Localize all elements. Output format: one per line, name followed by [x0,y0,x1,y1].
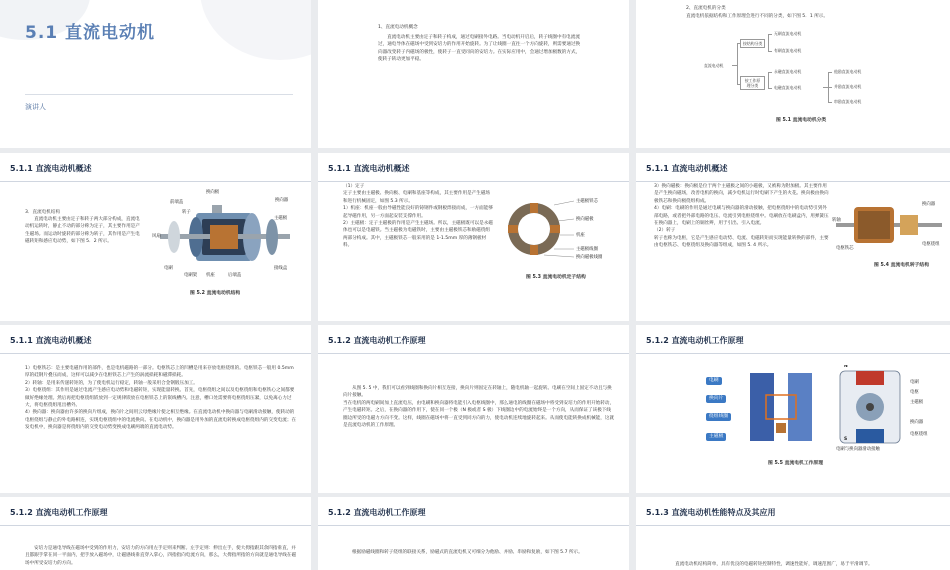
slide-working-principle-2[interactable] [636,325,950,493]
legend-pill: 换向片 [706,395,726,403]
tree-root: 直流电动机 [704,63,724,68]
figure-label: 换向器 [922,202,936,207]
figure-label: 机座 [206,273,215,278]
figure-label: 主磁极铁芯 [576,199,598,204]
tree-leaf: 电磁直流电动机 [774,85,802,90]
figure-label: 主磁极 [910,400,924,405]
figure-label: 换向器 [910,420,924,425]
figure-label: 电刷架 [184,273,198,278]
tree-leaf: 永磁直流电动机 [774,69,802,74]
figure-label: 风扇 [152,234,161,239]
figure-caption: 图 5.4 直流电机转子结构 [874,263,930,268]
figure-label: 换向磁极线圈 [576,255,603,260]
motor-exploded-figure [150,187,300,287]
cover-title: 5.1 直流电动机 [25,23,156,43]
principle-diagram-right [834,365,906,449]
legend-pill: 绕组线圈 [706,413,731,421]
slide-title: 5.1.2 直流电动机工作原理 [328,336,426,345]
slide-cover[interactable] [0,0,311,148]
body-text: 根据励磁线圈和转子绕组的联接关系，励磁式的直流电机又可细分为他励、并励、串励和复励，如下图 5.7 所示。 [352,550,583,555]
slide-excitation-types[interactable] [318,497,629,570]
tree-leaf: 串励直流电动机 [834,99,862,104]
tree-leaf: 他励直流电动机 [834,69,862,74]
slide-performance[interactable] [636,497,950,570]
principle-diagram-left [736,367,826,447]
title-divider [0,353,311,354]
section-heading: 2、直流电机的分类 [686,6,726,11]
figure-label: 换向极 [206,190,220,195]
tree-leaf: 有刷直流电动机 [774,48,802,53]
title-divider [636,353,950,354]
title-divider [636,181,950,182]
slide-title: 5.1.1 直流电动机概述 [10,336,92,345]
slide-title: 5.1.2 直流电动机工作原理 [328,508,426,517]
body-text: 直流电机依据结构和工作原理会进行不同的分类，如下图 5．1 所示。 [686,14,828,19]
slide-title: 5.1.1 直流电动机概述 [646,164,728,173]
rotor-figure [832,193,946,259]
slide-title: 5.1.2 直流电动机工作原理 [10,508,108,517]
figure-label: 转轴 [832,218,841,223]
figure-caption: 图 5.2 直流电动机结构 [190,291,241,296]
body-text: 安培力是通电导线在磁场中受到的作用力，安培力的方向用左手定则来判断。左手定则：伸出左手，使大拇指跟其余四指垂直，并且都跟手掌在同一平面内，把手放入磁场中，让磁感线垂直穿入掌心，四指指向电流方向，那么，大拇指所指的方向就是通电导线在磁场中所受安培力的方向。 [25,546,297,566]
decor-shape [200,0,311,60]
figure-label: S [844,437,848,442]
figure-label: 换向器 [275,198,289,203]
figure-label: 电刷 [164,266,173,271]
body-text: 3）换向磁极：换向极是位于两个主磁极之间的小磁极，又被称为附加极。其主要作用是产生换向磁场，改善电机的换向，减少电机运行时电刷下产生的火花。换向极由换向极铁芯和换向极绕组构成。 4）电刷：电刷的作用是通过电刷与换向器的滑动接触，把电枢绕组中的电动势引到外部电路，或者把外部电路的电压、电流引到电枢绕组中。电刷放在电刷盒内，用弹簧压在换向器上，电刷上的铜丝辫，用于引出、引入电流。 （2）转子 转子也称为电枢，它是产生感应电动势、电流、电磁转矩而实现能量转换的部件，主要由电枢铁芯、电枢绕组及换向器等组成，如图 5. 4 所示。 [654,184,829,249]
figure-caption: 图 5.1 直流电动机分类 [776,118,827,123]
title-divider [0,525,311,526]
tree-leaf: 无刷直流电动机 [774,31,802,36]
figure-label: 电刷与换向器滑动接触 [836,447,880,452]
figure-label: 电枢铁芯 [836,246,854,251]
title-divider [636,525,950,526]
title-divider [318,181,629,182]
figure-label: 转子 [182,210,191,215]
title-divider [0,181,311,182]
slide-rotor-parts[interactable] [0,325,311,493]
title-divider [318,525,629,526]
slide-title: 5.1.2 直流电动机工作原理 [646,336,744,345]
slide-motor-structure[interactable] [0,153,311,321]
body-text: 1）电枢铁芯：是主要电磁作用的部件，也是电机磁路的一部分。电枢铁芯上的凹槽是用来存放电枢绕组的。电枢铁芯一般用 0.5mm 厚的硅钢片叠压而成，这样可以减少在电枢铁芯上产生的涡流损耗和磁滞损耗。 2）转轴：是用来传递转矩的，为了使电机运行稳定，转轴一般采用合金钢锻压加工。 3）电枢绕组：其作用是通过电流产生感应电动势和电磁转矩，实现能量转换。首先，电枢绕组之间以及电枢绕组和电枢铁心之间都要做好绝缘处理。然后再把电枢绕组嵌放到一定规律嵌放在电枢铁芯上的嵌线槽内。注意，槽口处需要将电枢绕组压紧，以免离心力过大，将电枢绕组甩出槽外。 4）换向器：换向器由许多的换向片组成，换向片之间用云母绝缘片使之相互绝缘。在直流电动机中换向器与电刷滑动接触，使转动的电枢绕组与静止的外电路相连，实现电枢绕组中的电流换向。在电动机中，换向器是用外加的直流电转换成电枢绕组内的交变电流；在发电机中，换向器是将绕组内的交变电动势变换成电刷两端的直流电动势。 [25,366,297,431]
figure-label: 电枢 [910,390,919,395]
slide-title: 5.1.1 直流电动机概述 [10,164,92,173]
slide-title: 5.1.3 直流电动机性能特点及其应用 [646,508,776,517]
figure-label: 机座 [576,233,585,238]
figure-label: 电枢绕组 [910,432,928,437]
slide-motor-classification[interactable] [636,0,950,148]
body-text: 从图 5. 5 中，我们可以看到线圈和换向片相互连接，换向片则固定在转轴上，随电机轴一起旋转。电刷在空间上固定不动且与换向片接触。 当在电机的两电刷间加上直流电压，由电刷和换向器将电能引入电枢线圈中，那么通电的线圈在磁场中将受到安培力的作用开始转动，产生电磁转矩。之后，在换向器的作用下，使在同一个极（N 极或者 S 极）下线圈边中的电流始终是一个方向，从而保证了该极下线圈边所受的电磁力方向不变。这样，线圈在磁场中将一直受到同方向的力，使电动机连续地旋转起来。从而使电能转换成机械能，这就是直流电动机的工作原理。 [343,386,615,429]
body-text: （1）定子 定子主要由主磁极、换向极、电刷和基座等构成，其主要作用是产生磁场和进行机械固定，如图 5.3 所示。 1）机座：机座一般由导磁性能良好的铸钢件或钢板焊接而成，一方面能够起导磁作用，另一方面起安装支撑作用。 2）主磁极：定子主磁极的作用是产生主磁场。所以，主磁极既可以是永磁体也可以是电磁铁。当主磁极为电磁铁时，主要由主磁极铁芯和励磁绕组两部分构成。其中，主磁极铁芯一般采用的是 1-1.5mm 厚的薄钢板材料。 [343,184,493,249]
figure-label: 电刷 [910,380,919,385]
coil-illustration [736,367,826,447]
body-text: 直流电动机结构简单，具有优良的电磁转矩控制特性，调速性能好，调速范围广，易于平滑调节。 [675,562,873,567]
title-divider [318,353,629,354]
slide-motor-concept[interactable] [318,0,629,148]
legend-pill: 主磁极 [706,433,726,441]
figure-label: 换向磁极 [576,217,594,222]
figure-label: 后端盖 [228,273,242,278]
figure-caption: 图 5.3 直流电动机定子结构 [526,275,586,280]
figure-label: 前端盖 [170,200,184,205]
section-heading: 3．直流电机结构 [25,210,61,215]
stator-figure [504,191,622,269]
body-text: 直流电动机主要由定子和转子两大部分构成，直流电动机运转时，静止不动的部分称为定子，其主要作用是产生磁场。而运动时旋转的部分称为转子，其作用是产生电磁转矩和感应电动势，如下图 5．2 所示。 [25,217,140,245]
slide-left-hand-rule[interactable] [0,497,311,570]
divider [25,94,293,95]
figure-label: 主磁极线圈 [576,247,598,252]
tree-node-structure: 按结构分类 [740,39,765,48]
figure-label: 接线盒 [274,266,288,271]
tree-node-principle: 按工作原理分类 [740,76,765,90]
slide-working-principle-1[interactable] [318,325,629,493]
body-text: 直流电动机主要由定子和转子构成，通过电刷接外电路。当电动机开启后，转子线圈中有电流流过，通电导体在磁场中受到安培力的作用开始旋转。为了让线圈一直往一个方向旋转，则需要通过换向器改变转子内磁场的极性，使转子一直受同向的安培力。在实际应用中，会通过增加极数的方式，使转子转动更加平稳。 [378,35,581,63]
presenter-label: 演讲人 [25,103,46,111]
stator-illustration [504,191,622,269]
slide-title: 5.1.1 直流电动机概述 [328,164,410,173]
figure-label: N [844,365,848,369]
section-heading: 1、直流电动机概念 [378,25,418,30]
figure-label: 主磁极 [274,216,288,221]
tree-leaf: 并励直流电动机 [834,84,862,89]
slide-rotor[interactable] [636,153,950,321]
figure-label: 电枢绕组 [922,242,940,247]
slide-stator[interactable] [318,153,629,321]
figure-caption: 图 5.5 直流电机工作原理 [768,461,824,466]
legend-pill: 电刷 [706,377,722,385]
